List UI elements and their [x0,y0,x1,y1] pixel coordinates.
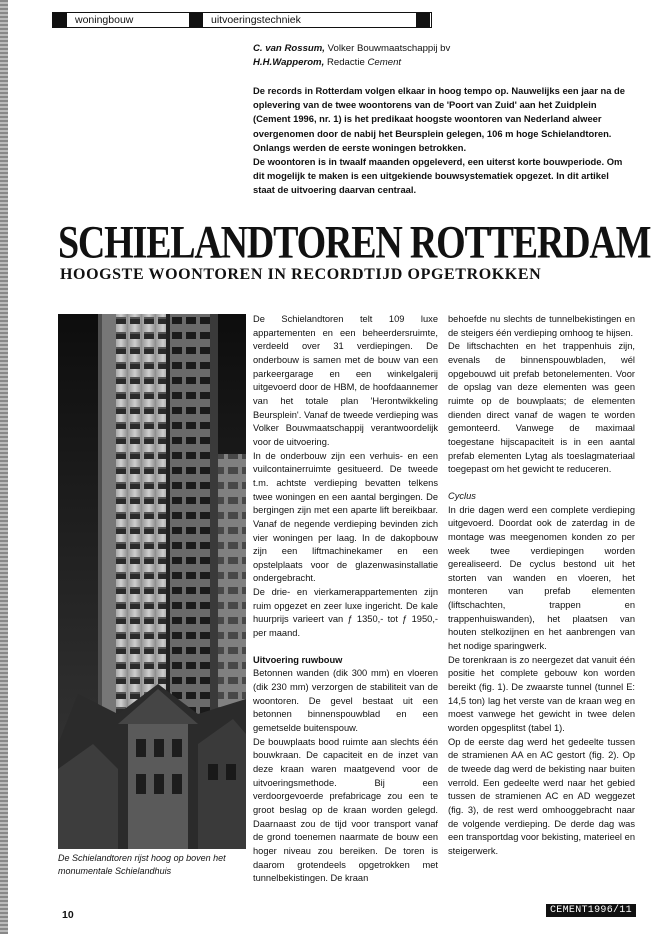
header-marker-block [416,13,430,27]
author-line [253,42,450,56]
journal-name: Cement [367,57,402,68]
body-paragraph: De torenkraan is zo neergezet dat vanuit één positie het complete gebouw kon worden bereikt (fig. 1). De zwaarste tunnel (tunnel E: 14,5 ton) lag het verste van de kraan weg en moest vanwege het gewicht in twee delen worden opgesplitst (tabel 1). [448,654,635,734]
header-marker-block [53,13,67,27]
author-line [253,56,450,70]
page-number: 10 [62,909,74,921]
body-column-2 [448,313,635,859]
lead-paragraph-2: De woontoren is in twaalf maanden opgeleverd, een uiterst korte bouwperiode. Om dit mogelijk te maken is een uitgekiende bouwsystematiek opgezet. In dit artikel staat de uitvoering daarvan centraal. [253,156,623,196]
article-title: SCHIELANDTOREN ROTTERDAM [58,217,651,269]
body-paragraph: Op de eerste dag werd het gedeelte tussen de stramienen AA en AC gestort (fig. 2). Op de tweede dag werd de bekisting naar buiten verrold. Een gedeelte werd naar het gebied tussen de stramienen AC en AD weggezet (fig. 3), de rest werd omhooggebracht naar de volgende verdieping. De derde dag was een transportdag voor bekisting, materieel en steigerwerk. [448,736,635,856]
body-paragraph: In drie dagen werd een complete verdieping uitgevoerd. Doordat ook de zaterdag in de montage was meegenomen konden zo per week twee verdiepingen worden gerealiseerd. De cyclus bestond uit het storten van wanden en vloeren, het monteren van prefab elementen (liftschachten, trappen en trappenhuiswanden), het plaatsen van houten stelkozijnen en het aanbrengen van het nodige sparingwerk. [448,504,635,652]
section-heading: Cyclus [448,490,476,501]
article-subtitle: HOOGSTE WOONTOREN IN RECORDTIJD OPGETROKKEN [60,266,542,283]
body-paragraph: behoefde nu slechts de tunnelbekistingen en de steigers één verdieping omhoog te hijsen. [448,314,635,338]
lead-paragraph-1: De records in Rotterdam volgen elkaar in hoog tempo op. Nauwelijks een jaar na de oplevering van de twee woontorens van de 'Poort van Zuid' aan het Zuidplein (Cement 1996, nr. 1) is het predikaat hoogste woontoren van Nederland alweer overgenomen door de nabij het Beursplein gelegen, 106 m hoge Schielandtoren. Onlangs werden de eerste woningen betrokken. [253,85,625,153]
header-marker-block [189,13,203,27]
journal-issue-label: CEMENT1996/11 [546,904,636,917]
body-paragraph: De drie- en vierkamerappartementen zijn ruim opgezet en zeer luxe ingericht. De kale huurprijs varieert van ƒ 1350,- tot ƒ 1950,- per maand. [253,587,438,639]
body-paragraph: De bouwplaats bood ruimte aan slechts één bouwkraan. De capaciteit en de inzet van deze kraan waren maatgevend voor de uitvoeringsmethode. Bij een verdoorgevoerde prefabricage zou een te groot beslag op de kraan worden gelegd. Daarnaast zou de tijd voor transport vanaf de grond toenemen naarmate de bouw een hoger niveau zou bereiken. De toren is daarom grotendeels opgetrokken met tunnelbekistingen. De kraan [253,736,438,884]
tower-photo-illustration [58,314,246,849]
section-heading: Uitvoering ruwbouw [253,654,343,665]
tower-photo [58,314,246,849]
body-paragraph: De liftschachten en het trappenhuis zijn, evenals de binnenspouwbladen, wél opgebouwd uit prefab betonelementen. Voor de opslag van deze elementen was geen ruimte op de bouwplaats; de elementen dienden direct vanaf de wagen te worden gemonteerd. Vanwege de maximaal toegestane hijscapaciteit is in een aantal prefab elementen Lytag als toeslagmateriaal toegepast om het gewicht te reduceren. [448,341,635,475]
photo-caption: De Schielandtoren rijst hoog op boven het monumentale Schielandhuis [58,853,226,876]
header-category: woningbouw [75,14,134,26]
author-block [253,42,450,70]
author-name: C. van Rossum, [253,43,325,54]
section-header-bar [52,12,432,28]
lead-paragraph [253,84,633,198]
body-paragraph: In de onderbouw zijn een verhuis- en een vuilcontainerruimte gesitueerd. De tweede t.m. achtste verdieping bevatten telkens twee woningen en een aantal bergingen. De bergingen zijn met een aparte lift bereikbaar. Vanaf de negende verdieping bevinden zich vier woningen per laag. In de dakopbouw zijn een liftmachinekamer en een opstelplaats voor de glazenwasinstallatie ondergebracht. [253,450,438,584]
scan-edge [0,0,8,934]
body-column-1 [253,313,438,886]
header-subcategory: uitvoeringstechniek [211,14,301,26]
author-affiliation: Redactie [326,57,365,68]
author-name: H.H.Wapperom, [253,57,325,68]
body-paragraph: Betonnen wanden (dik 300 mm) en vloeren (dik 230 mm) verzorgen de stabiliteit van de woontoren. De gevel bestaat uit een betonnen binnenspouwblad en een gemetselde buitenspouw. [253,668,438,734]
body-paragraph: De Schielandtoren telt 109 luxe appartementen en een beheerdersruimte, verdeeld over 31 verdiepingen. De onderbouw is samen met de bouw van een parkeergarage en een winkelgalerij uitgevoerd door de HBM, de hoofdaannemer van het totale plan 'Herontwikkeling Beursplein'. Vanaf de tweede verdieping was Volker Bouwmaatschappij verantwoordelijk voor de uitvoering. [253,314,438,447]
author-affiliation: Volker Bouwmaatschappij bv [327,43,451,54]
